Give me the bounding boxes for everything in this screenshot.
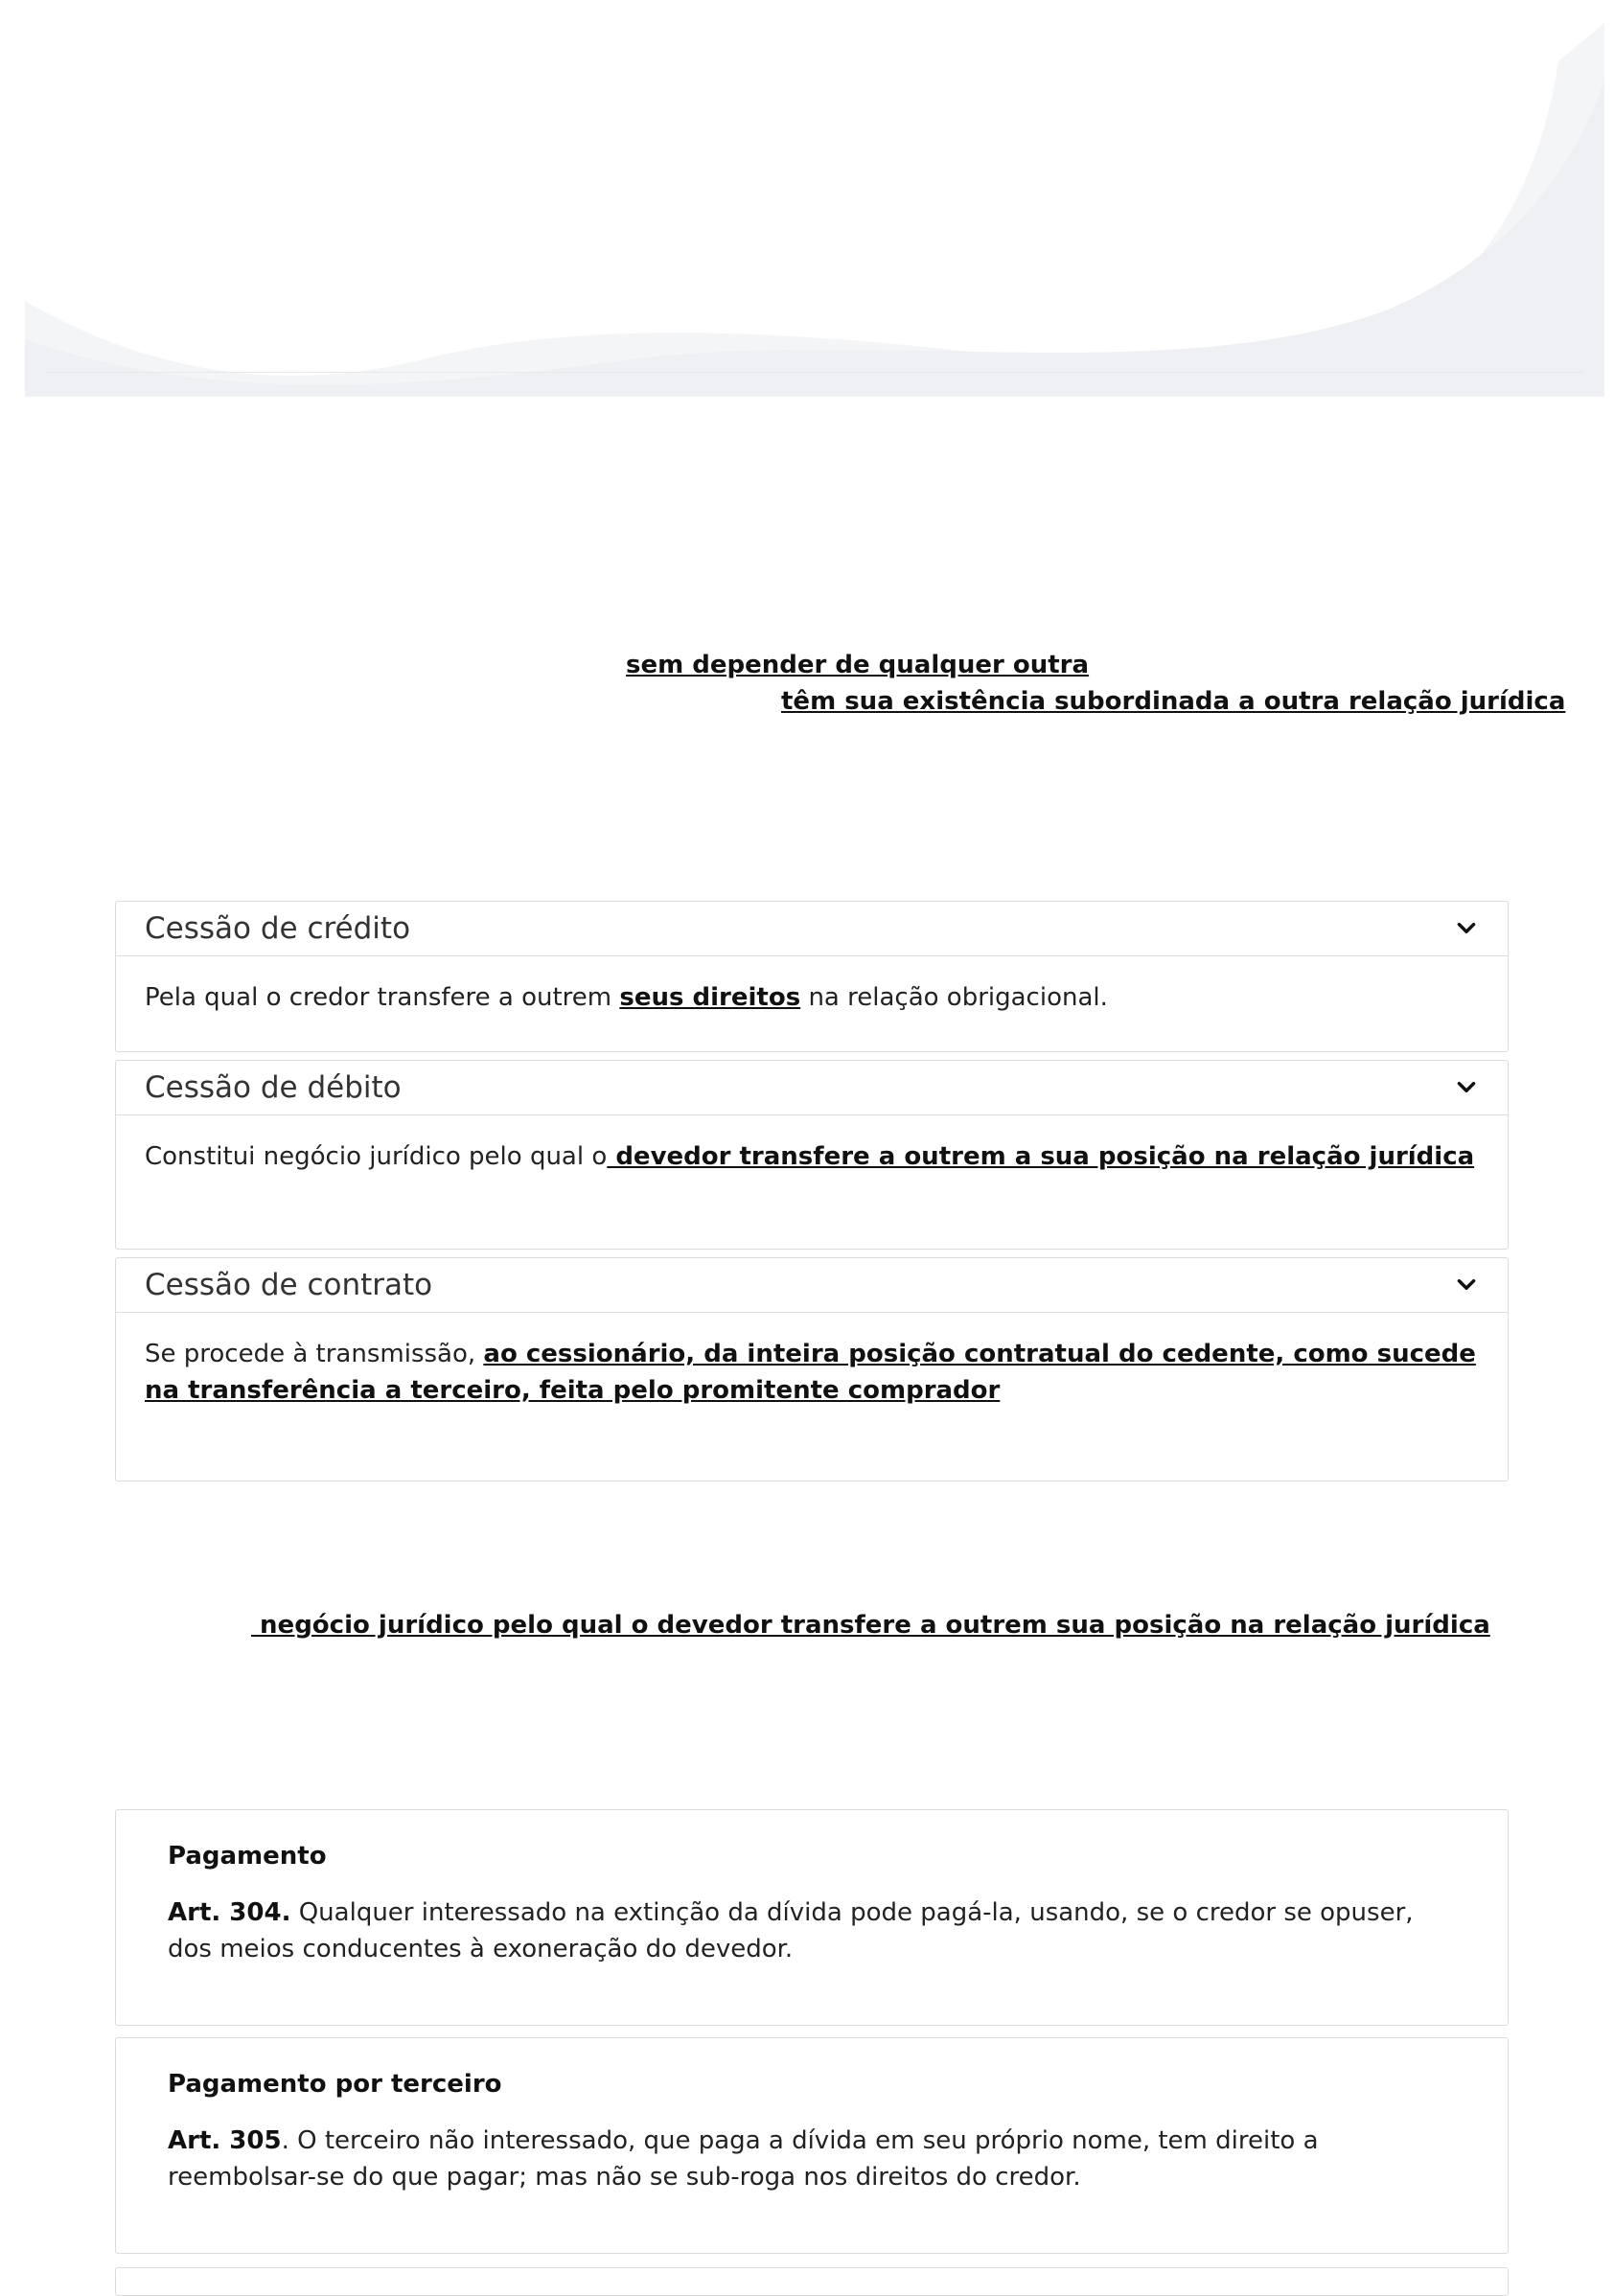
accordion-content [116, 956, 1508, 1039]
hero-divider [46, 372, 1583, 373]
chevron-down-icon[interactable] [1454, 1075, 1479, 1100]
accordion-cessao-debito [115, 1060, 1509, 1250]
accordion-header[interactable] [116, 902, 1508, 956]
accordion-title: Cessão de crédito [145, 911, 411, 946]
accordion-cessao-credito [115, 901, 1509, 1052]
article-label: Art. 304. [168, 1898, 291, 1927]
accordion-emphasis: ao cessionário, da inteira posição contratual do cedente, como sucede na transferência a terceiro, feita pelo promitente comprador [145, 1340, 1476, 1405]
article-title: Pagamento [168, 1842, 327, 1871]
accordion-text-after: na relação obrigacional. [800, 983, 1108, 1012]
chevron-down-icon[interactable] [1454, 1273, 1479, 1297]
accordion-text: Pela qual o credor transfere a outrem [145, 983, 620, 1012]
accordion-emphasis: seus direitos [619, 983, 801, 1012]
article-title: Pagamento por terceiro [168, 2070, 502, 2099]
article-body: Qualquer interessado na extinção da dívida pode pagá-la, usando, se o credor se opuser, dos meios conducentes à exoneração do devedor. [168, 1898, 1414, 1963]
hero-wave-graphic [25, 23, 1604, 397]
article-body: . O terceiro não interessado, que paga a dívida em seu próprio nome, tem direito a reembolsar-se do que pagar; mas não se sub-roga nos direitos do credor. [168, 2126, 1319, 2192]
accordion-title: Cessão de contrato [145, 1268, 433, 1302]
accordion-text: Se procede à transmissão, [145, 1340, 484, 1368]
accordion-text: Constitui negócio jurídico pelo qual o [145, 1142, 608, 1171]
accordion-title: Cessão de débito [145, 1070, 402, 1105]
article-label: Art. 305 [168, 2126, 282, 2155]
article-text [168, 1894, 1456, 1967]
article-card-pagamento-terceiro [115, 2037, 1509, 2254]
accordion-cessao-contrato [115, 1257, 1509, 1481]
middle-highlight-line: negócio jurídico pelo qual o devedor transfere a outrem sua posição na relação jurídica [251, 1611, 1490, 1640]
accordion-content [116, 1313, 1508, 1432]
article-card-pagamento [115, 1809, 1509, 2026]
accordion-header[interactable] [116, 1061, 1508, 1115]
intro-line-1: sem depender de qualquer outra [626, 651, 1090, 679]
hero-banner [25, 23, 1604, 397]
article-text [168, 2123, 1456, 2195]
chevron-down-icon[interactable] [1454, 916, 1479, 941]
accordion-header[interactable] [116, 1258, 1508, 1313]
accordion-emphasis: devedor transfere a outrem a sua posição na relação jurídica [607, 1142, 1475, 1171]
accordion-content [116, 1115, 1508, 1198]
intro-line-2: têm sua existência subordinada a outra relação jurídica [781, 687, 1566, 716]
article-card-partial [115, 2267, 1509, 2296]
